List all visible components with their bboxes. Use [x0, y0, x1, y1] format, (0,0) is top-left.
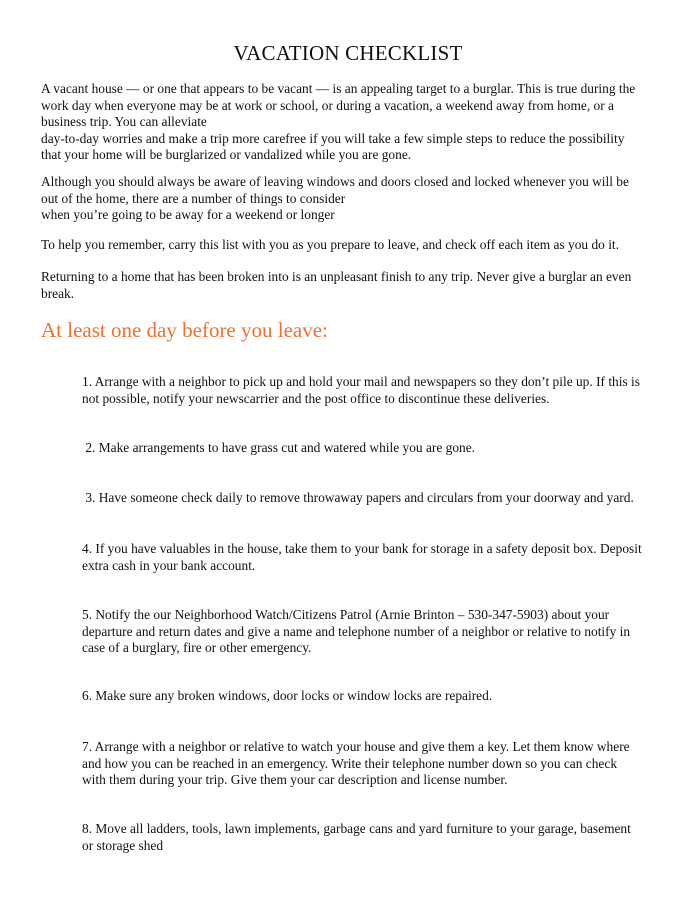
section-heading: At least one day before you leave: — [41, 318, 328, 342]
checklist-item-3 — [82, 490, 682, 507]
text-line: Returning to a home that has been broken into is an unpleasant finish to any trip. Never give a burglar an even — [41, 269, 632, 284]
text-line: 6. Make sure any broken windows, door locks or window locks are repaired. — [82, 688, 493, 703]
checklist-item-7 — [82, 739, 682, 789]
text-line: departure and return dates and give a name and telephone number of a neighbor or relative to notify in — [82, 623, 631, 639]
checklist-item-6 — [82, 688, 682, 705]
text-line: To help you remember, carry this list with you as you prepare to leave, and check off each item as you do it. — [41, 237, 619, 252]
text-line: break. — [41, 285, 75, 301]
checklist-item-1 — [82, 374, 682, 407]
text-line: 8. Move all ladders, tools, lawn implements, garbage cans and yard furniture to your garage, basement — [82, 821, 631, 836]
intro-paragraph-1 — [41, 81, 681, 164]
text-line: day-to-day worries and make a trip more carefree if you will take a few simple steps to reduce the possibility — [41, 130, 625, 146]
checklist-item-5 — [82, 607, 682, 657]
text-line: or storage shed — [82, 837, 164, 853]
checklist-item-4 — [82, 541, 682, 574]
text-line: 1. Arrange with a neighbor to pick up and hold your mail and newspapers so they don’t pile up. If this is — [82, 374, 640, 389]
text-line: business trip. You can alleviate — [41, 114, 207, 129]
text-line: and how you can be reached in an emergency. Write their telephone number down so you can check — [82, 755, 618, 771]
text-line: when you’re going to be away for a weekend or longer — [41, 207, 335, 222]
document-title: VACATION CHECKLIST — [233, 41, 463, 65]
text-line: that your home will be burglarized or vandalized while you are gone. — [41, 147, 412, 162]
intro-paragraph-2 — [41, 174, 681, 224]
checklist-item-8 — [82, 821, 682, 854]
text-line: case of a burglary, fire or other emergency. — [82, 640, 312, 655]
text-line: Although you should always be aware of leaving windows and doors closed and locked whenever you will be — [41, 174, 629, 189]
text-line: A vacant house — or one that appears to be vacant — is an appealing target to a burglar. This is true during the — [41, 81, 636, 96]
text-line: out of the home, there are a number of things to consider — [41, 190, 346, 206]
text-line: 3. Have someone check daily to remove throwaway papers and circulars from your doorway and yard. — [82, 490, 634, 505]
text-line: work day when everyone may be at work or school, or during a vacation, a weekend away from home, or a — [41, 97, 614, 113]
text-line: 7. Arrange with a neighbor or relative to watch your house and give them a key. Let them know where — [82, 739, 630, 754]
intro-paragraph-3 — [41, 237, 681, 254]
text-line: with them during your trip. Give them your car description and license number. — [82, 772, 508, 787]
text-line: 5. Notify the our Neighborhood Watch/Citizens Patrol (Arnie Brinton – 530-347-5903) about your — [82, 607, 610, 622]
intro-paragraph-4 — [41, 269, 681, 302]
text-line: 4. If you have valuables in the house, take them to your bank for storage in a safety deposit box. Deposit — [82, 541, 642, 556]
text-line: not possible, notify your newscarrier and the post office to discontinue these deliveries. — [82, 390, 550, 406]
text-line: extra cash in your bank account. — [82, 557, 256, 573]
checklist-item-2 — [82, 440, 682, 457]
text-line: 2. Make arrangements to have grass cut and watered while you are gone. — [82, 440, 476, 455]
